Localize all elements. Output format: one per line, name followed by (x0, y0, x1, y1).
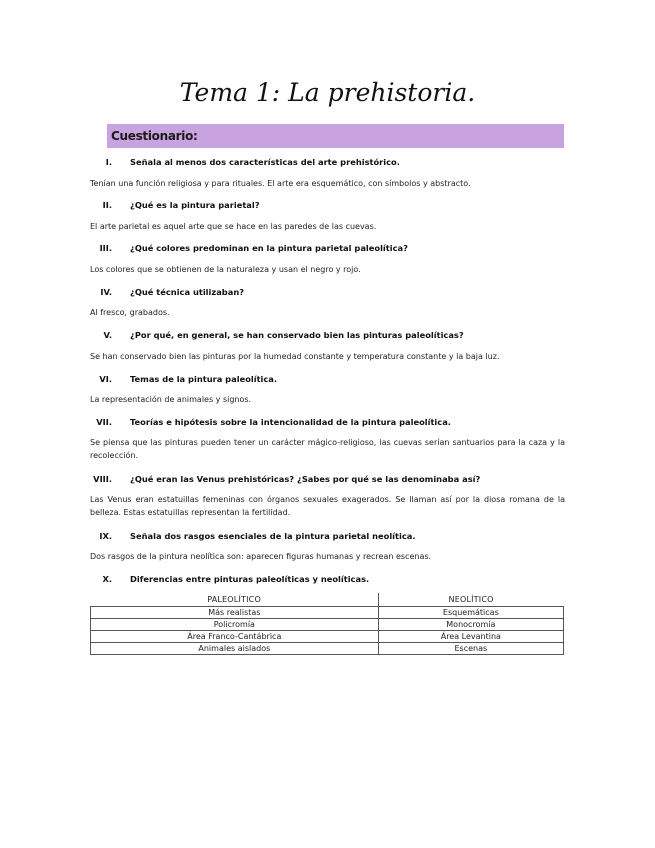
question-text: Señala al menos dos características del arte prehistórico. (130, 157, 400, 167)
table-header-row (91, 593, 564, 607)
question-text: ¿Qué es la pintura parietal? (130, 200, 260, 210)
answer-3: Los colores que se obtienen de la naturaleza y usan el negro y rojo. (90, 265, 361, 274)
table-row (91, 631, 564, 643)
question-text: ¿Por qué, en general, se han conservado bien las pinturas paleolíticas? (130, 330, 464, 340)
comparison-table (90, 593, 564, 655)
question-text: ¿Qué colores predominan en la pintura parietal paleolítica? (130, 243, 408, 253)
question-text: Temas de la pintura paleolítica. (130, 374, 278, 384)
question-text: ¿Qué técnica utilizaban? (130, 287, 245, 297)
table-cell: Área Franco-Cantábrica (91, 631, 379, 643)
question-number: IV. (100, 287, 112, 297)
question-text: ¿Qué eran las Venus prehistóricas? ¿Sabes por qué se las denominaba así? (130, 474, 481, 484)
question-number: IX. (99, 531, 112, 541)
table-row (91, 643, 564, 655)
answer-4: Al fresco, grabados. (90, 308, 170, 317)
question-text: Señala dos rasgos esenciales de la pintura parietal neolítica. (130, 531, 416, 541)
table-cell: Más realistas (91, 607, 379, 619)
question-number: I. (105, 157, 112, 167)
table-cell: Esquemáticas (378, 607, 563, 619)
answer-6: La representación de animales y signos. (90, 395, 252, 404)
table-row (91, 607, 564, 619)
question-number: VI. (99, 374, 112, 384)
answer-1: Tenían una función religiosa y para rituales. El arte era esquemático, con símbolos y abstracto. (90, 179, 471, 188)
question-number: II. (102, 200, 112, 210)
answer-2: El arte parietal es aquel arte que se hace en las paredes de las cuevas. (90, 222, 377, 231)
answer-7: Se piensa que las pinturas pueden tener un carácter mágico-religioso, las cuevas serían santuarios para la caza y la recolección. (90, 438, 565, 460)
question-number: X. (102, 574, 112, 584)
page-title: Tema 1: La prehistoria. (179, 78, 476, 107)
question-number: VIII. (93, 474, 112, 484)
question-number: III. (99, 243, 112, 253)
section-banner: Cuestionario: (107, 124, 564, 148)
answer-9: Dos rasgos de la pintura neolítica son: aparecen figuras humanas y recrean escenas. (90, 552, 432, 561)
question-text: Diferencias entre pinturas paleolíticas y neolíticas. (130, 574, 370, 584)
answer-8: Las Venus eran estatuillas femeninas con órganos sexuales exagerados. Se llaman así por la diosa romana de la belleza. Estas estatuillas representan la fertilidad. (90, 495, 565, 517)
table-cell: Animales aislados (91, 643, 379, 655)
column-header: NEOLÍTICO (448, 595, 494, 604)
answer-5: Se han conservado bien las pinturas por la humedad constante y temperatura constante y la baja luz. (90, 352, 500, 361)
question-number: VII. (96, 417, 112, 427)
table-row (91, 619, 564, 631)
column-header: PALEOLÍTICO (91, 593, 379, 607)
question-text: Teorías e hipótesis sobre la intencionalidad de la pintura paleolítica. (130, 417, 451, 427)
table-cell: Área Levantina (378, 631, 563, 643)
question-number: V. (103, 330, 112, 340)
table-cell: Escenas (378, 643, 563, 655)
table-cell: Monocromía (378, 619, 563, 631)
table-cell: Policromía (91, 619, 379, 631)
